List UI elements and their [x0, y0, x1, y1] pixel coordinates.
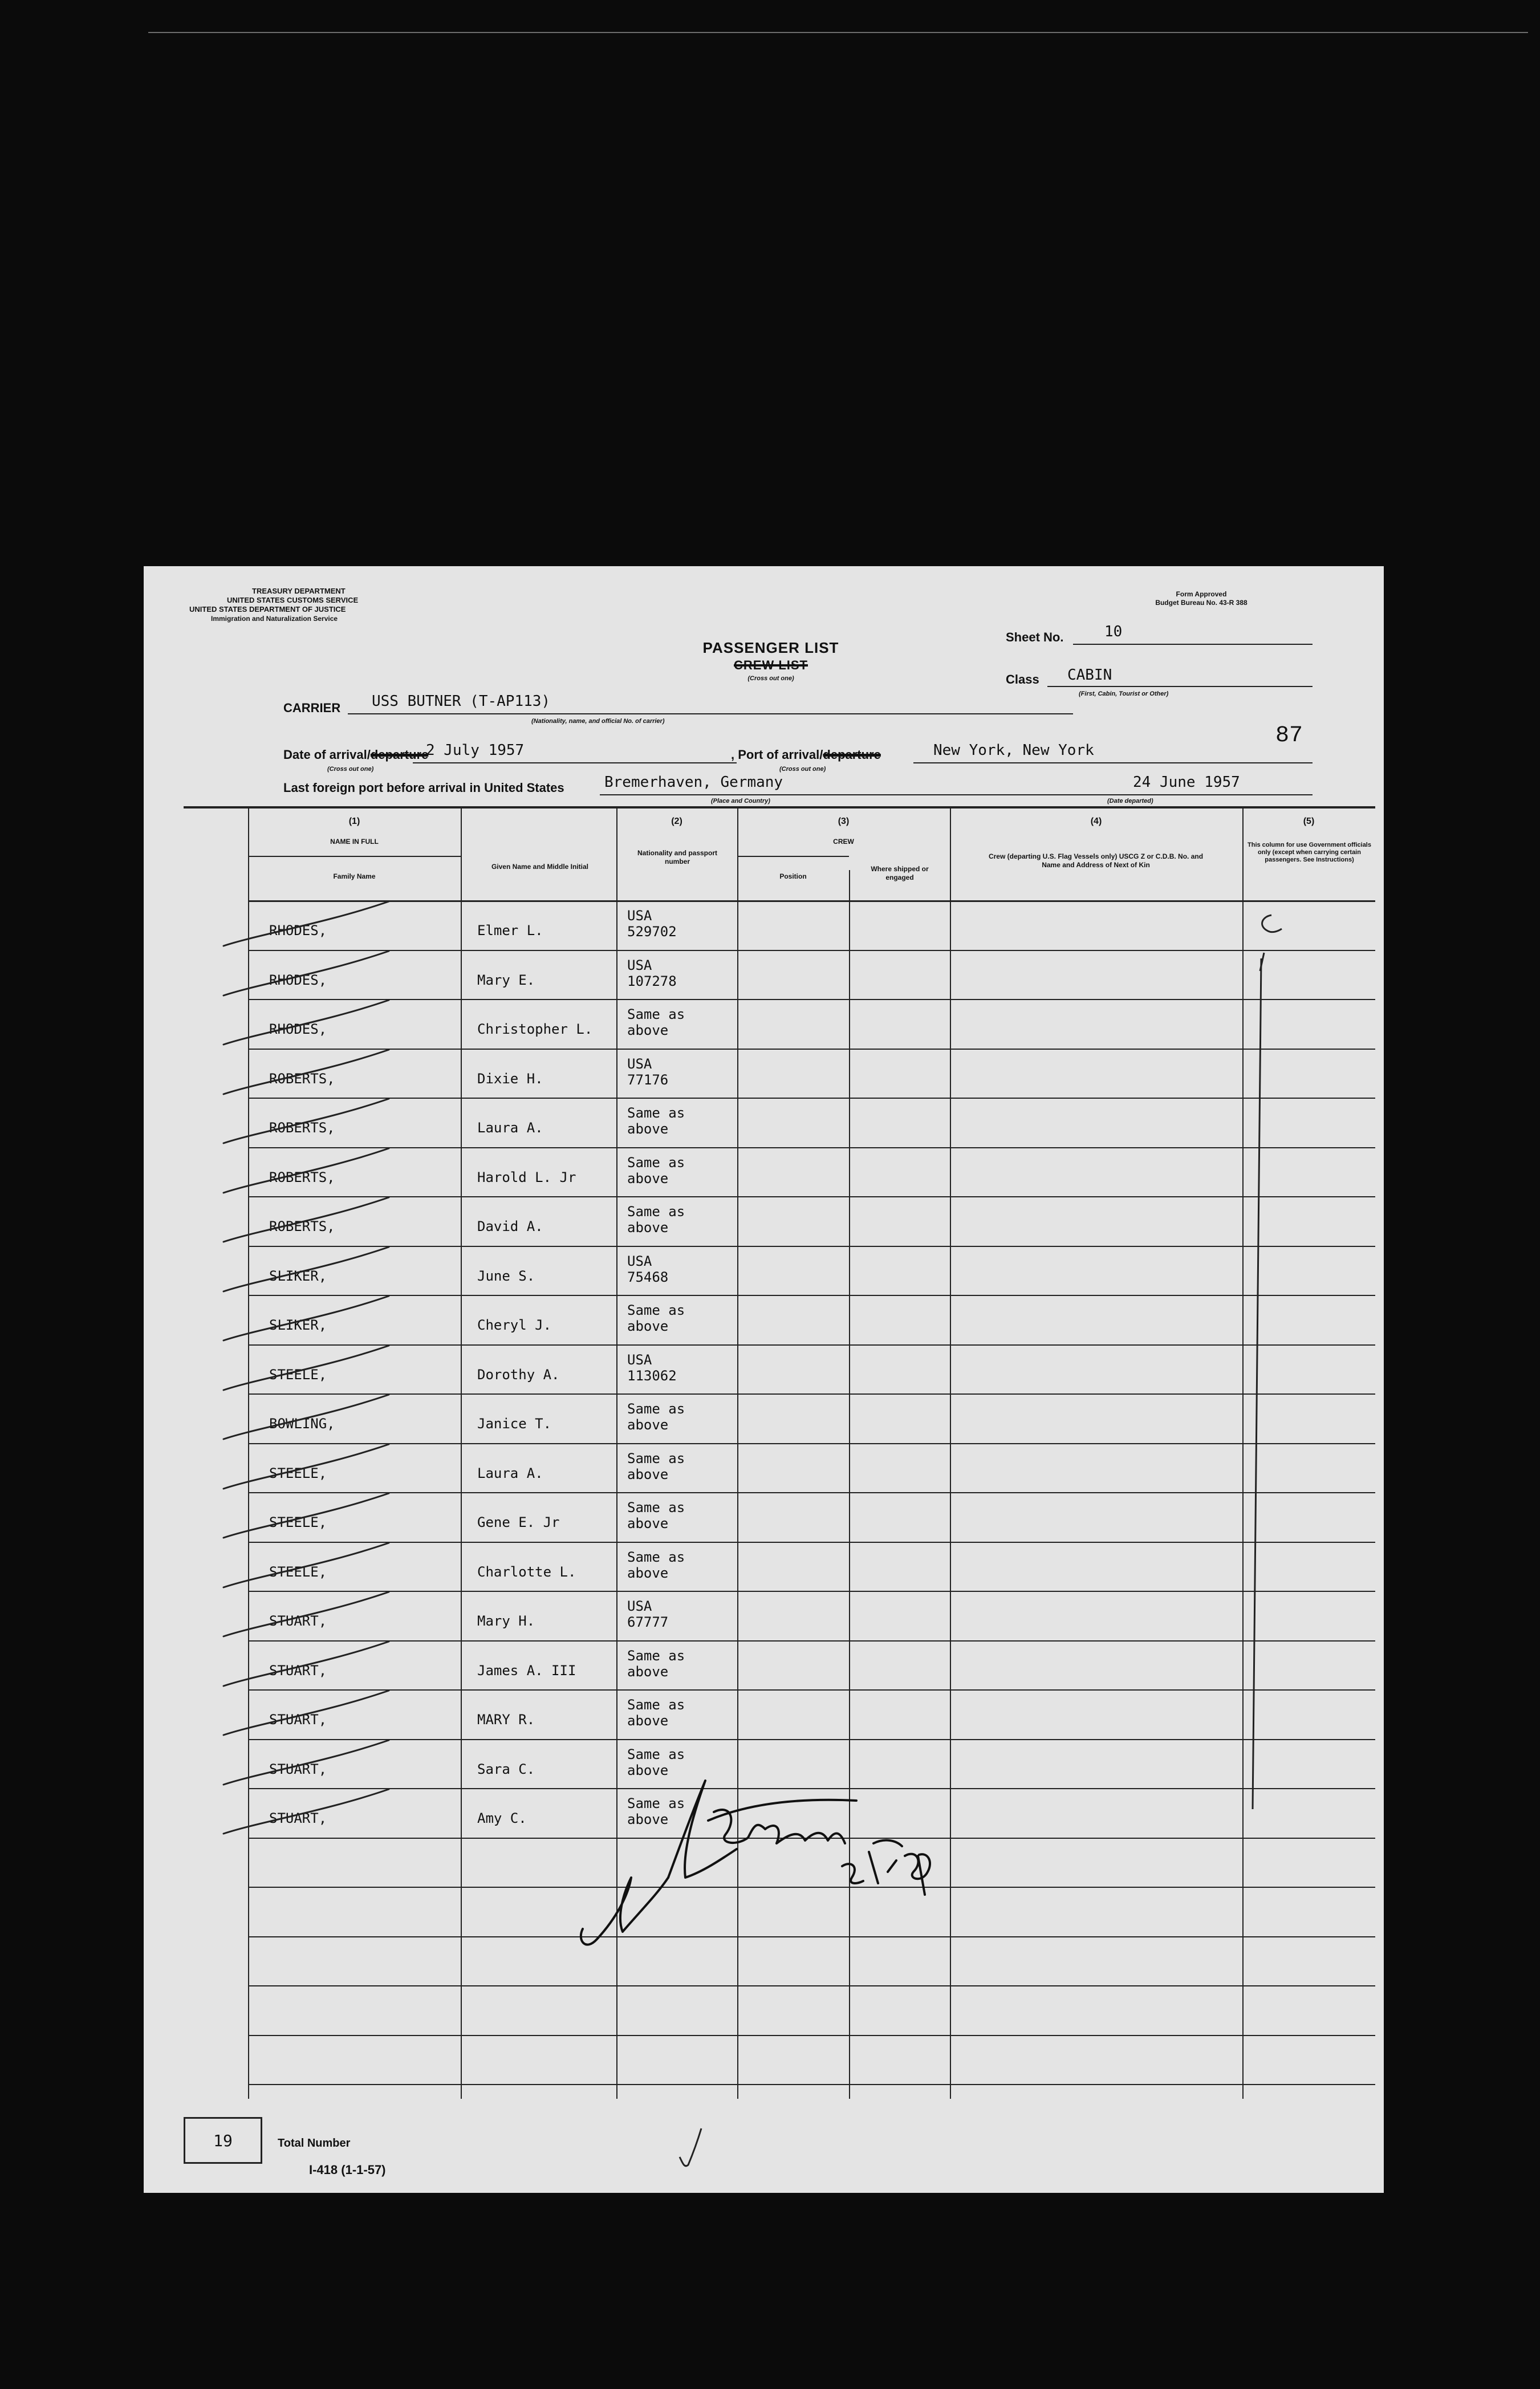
- given-name-cell: Amy C.: [477, 1810, 527, 1826]
- given-name-cell: Charlotte L.: [477, 1564, 576, 1580]
- date-of-arrival: 2 July 1957: [426, 742, 525, 759]
- col1-title: NAME IN FULL: [330, 838, 379, 846]
- port-label: [731, 747, 881, 762]
- nationality-line-2: 529702: [627, 924, 677, 940]
- page-number: 87: [1275, 723, 1303, 749]
- form-approved-text: Form Approved: [1176, 590, 1227, 598]
- nationality-line-1: Same as: [627, 1697, 685, 1713]
- nationality-line-2: above: [627, 1811, 669, 1827]
- column-divider-crew: [737, 807, 738, 2099]
- family-name-cell: STUART,: [269, 1761, 327, 1777]
- given-name-cell: Mary E.: [477, 972, 535, 988]
- given-name-cell: Christopher L.: [477, 1021, 593, 1037]
- row-divider: [248, 1689, 1375, 1691]
- col3-number: (3): [838, 816, 850, 826]
- family-name-cell: ROBERTS,: [269, 1169, 335, 1185]
- date-departed-rule: [1102, 794, 1313, 795]
- given-name-cell: Dorothy A.: [477, 1367, 560, 1383]
- family-name-cell: STUART,: [269, 1712, 327, 1728]
- given-name-cell: Gene E. Jr: [477, 1514, 560, 1530]
- col4-title: Crew (departing U.S. Flag Vessels only) USCG Z or C.D.B. No. and Name and Address of Next of Kin: [988, 852, 1204, 869]
- nationality-line-2: 75468: [627, 1269, 669, 1285]
- given-name-cell: Sara C.: [477, 1761, 535, 1777]
- nationality-line-2: above: [627, 1762, 669, 1778]
- date-label-struck: departure: [370, 747, 429, 762]
- row-divider: [248, 1542, 1375, 1543]
- class-label: Class: [1006, 672, 1039, 686]
- class-value: CABIN: [1067, 667, 1112, 684]
- nationality-line-2: 113062: [627, 1368, 677, 1384]
- row-divider: [248, 1887, 1375, 1888]
- given-name-cell: June S.: [477, 1268, 535, 1284]
- row-divider: [248, 1640, 1375, 1642]
- row-divider: [248, 1295, 1375, 1296]
- nationality-line-1: Same as: [627, 1549, 685, 1565]
- footer-checkmark: [680, 2128, 701, 2166]
- nationality-line-1: Same as: [627, 1204, 685, 1220]
- nationality-line-1: Same as: [627, 1500, 685, 1516]
- given-name-cell: MARY R.: [477, 1712, 535, 1728]
- given-name-cell: Janice T.: [477, 1416, 552, 1432]
- column-divider-given: [461, 807, 462, 2099]
- nationality-line-2: above: [627, 1022, 669, 1038]
- row-divider: [248, 1049, 1375, 1050]
- row-divider: [248, 1936, 1375, 1937]
- col1-given-header: Given Name and Middle Initial: [491, 863, 589, 871]
- family-name-cell: ROBERTS,: [269, 1218, 335, 1234]
- nationality-line-1: USA: [627, 1253, 652, 1269]
- family-name-cell: ROBERTS,: [269, 1071, 335, 1087]
- family-name-cell: STEELE,: [269, 1367, 327, 1383]
- nationality-line-2: above: [627, 1516, 669, 1531]
- column-divider-nationality: [616, 807, 617, 2099]
- given-name-cell: David A.: [477, 1218, 543, 1234]
- col3-position-header: Position: [779, 872, 807, 880]
- row-divider: [248, 1443, 1375, 1444]
- agency-line-4: Immigration and Naturalization Service: [211, 615, 338, 623]
- row-divider: [248, 1985, 1375, 1986]
- family-name-cell: STEELE,: [269, 1465, 327, 1481]
- carrier-label: CARRIER: [283, 701, 341, 715]
- date-label-text: Date of arrival/: [283, 747, 371, 762]
- column5-vertical-line: [1253, 958, 1261, 1809]
- row-divider: [248, 1788, 1375, 1789]
- nationality-line-1: Same as: [627, 1451, 685, 1466]
- port-rule: [913, 762, 1313, 763]
- nationality-line-2: 77176: [627, 1072, 669, 1088]
- carrier-rule: [348, 713, 1073, 714]
- row-divider: [248, 1739, 1375, 1740]
- header-split-names: [248, 856, 461, 857]
- row-divider: [248, 2035, 1375, 2036]
- row-divider: [248, 1196, 1375, 1197]
- port-of-arrival: New York, New York: [933, 742, 1094, 759]
- date-departed: 24 June 1957: [1133, 774, 1240, 791]
- crew-list-struck: CREW LIST: [734, 658, 808, 672]
- given-name-cell: Dixie H.: [477, 1071, 543, 1087]
- nationality-line-1: Same as: [627, 1746, 685, 1762]
- class-hint: (First, Cabin, Tourist or Other): [1079, 690, 1169, 697]
- family-name-cell: RHODES,: [269, 923, 327, 938]
- col2-title: Nationality and passport number: [637, 849, 718, 866]
- col2-number: (2): [671, 816, 682, 826]
- title-block: [657, 639, 885, 682]
- nationality-line-1: USA: [627, 908, 652, 924]
- scan-border-line: [148, 32, 1528, 33]
- given-name-cell: Harold L. Jr: [477, 1169, 576, 1185]
- agency-line-3: UNITED STATES DEPARTMENT OF JUSTICE: [189, 605, 346, 613]
- given-name-cell: Elmer L.: [477, 923, 543, 938]
- carrier-value: USS BUTNER (T-AP113): [372, 693, 551, 710]
- family-name-cell: STUART,: [269, 1613, 327, 1629]
- column-divider-next-of-kin: [950, 807, 951, 2099]
- family-name-cell: STUART,: [269, 1810, 327, 1826]
- col3-title: CREW: [833, 838, 854, 846]
- col5-title: This column for use Government officials only (except when carrying certain passengers. See Instructions): [1248, 842, 1371, 863]
- sheet-label: Sheet No.: [1006, 630, 1064, 644]
- nationality-line-2: above: [627, 1466, 669, 1482]
- nationality-line-1: Same as: [627, 1105, 685, 1121]
- given-name-cell: Cheryl J.: [477, 1317, 552, 1333]
- row-divider: [248, 2084, 1375, 2085]
- agency-line-1: TREASURY DEPARTMENT: [252, 587, 346, 595]
- column5-check-curl: [1262, 915, 1282, 932]
- family-name-cell: STUART,: [269, 1663, 327, 1679]
- agency-header: [189, 587, 474, 623]
- given-name-cell: Mary H.: [477, 1613, 535, 1629]
- nationality-line-2: above: [627, 1220, 669, 1236]
- nationality-line-2: above: [627, 1318, 669, 1334]
- date-departed-hint: (Date departed): [1107, 798, 1153, 805]
- port-cross-hint: (Cross out one): [779, 766, 826, 773]
- nationality-line-2: 107278: [627, 973, 677, 989]
- carrier-hint: (Nationality, name, and official No. of carrier): [531, 718, 665, 725]
- header-bottom-rule: [248, 900, 1375, 902]
- date-cross-hint: (Cross out one): [327, 766, 374, 773]
- last-port-label: Last foreign port before arrival in United States: [283, 781, 564, 795]
- row-divider: [248, 950, 1375, 951]
- row-divider: [248, 1246, 1375, 1247]
- nationality-line-2: above: [627, 1565, 669, 1581]
- form-approved-note: [1107, 590, 1295, 607]
- column-divider-crew-sub: [849, 870, 850, 2099]
- nationality-line-1: USA: [627, 1056, 652, 1072]
- family-name-cell: SLIKER,: [269, 1317, 327, 1333]
- nationality-line-1: USA: [627, 957, 652, 973]
- date-rule: [413, 762, 737, 763]
- sheet-number: 10: [1104, 623, 1123, 640]
- form-number: I-418 (1-1-57): [309, 2163, 386, 2177]
- nationality-line-1: Same as: [627, 1401, 685, 1417]
- row-divider: [248, 1344, 1375, 1346]
- table-top-rule: [184, 806, 1375, 808]
- last-port-hint: (Place and Country): [711, 798, 770, 805]
- col1-family-header: Family Name: [333, 872, 376, 880]
- family-name-cell: RHODES,: [269, 972, 327, 988]
- nationality-line-2: above: [627, 1121, 669, 1137]
- family-name-cell: BOWLING,: [269, 1416, 335, 1432]
- total-number-box: 19: [184, 2117, 262, 2164]
- row-divider: [248, 1492, 1375, 1493]
- nationality-line-2: above: [627, 1417, 669, 1433]
- agency-line-2: UNITED STATES CUSTOMS SERVICE: [227, 596, 359, 604]
- nationality-line-1: USA: [627, 1352, 652, 1368]
- nationality-line-1: USA: [627, 1598, 652, 1614]
- total-number-label: Total Number: [278, 2137, 351, 2150]
- sheet-rule: [1073, 644, 1313, 645]
- family-name-cell: STEELE,: [269, 1514, 327, 1530]
- last-port-rule: [600, 794, 1102, 795]
- table-left-border: [248, 807, 249, 2099]
- class-rule: [1047, 686, 1313, 687]
- title-cross-out-hint: (Cross out one): [747, 675, 794, 682]
- form-title: PASSENGER LIST: [702, 639, 839, 656]
- column5-tick: [1260, 953, 1264, 971]
- nationality-line-1: Same as: [627, 1302, 685, 1318]
- family-name-cell: ROBERTS,: [269, 1120, 335, 1136]
- family-name-cell: SLIKER,: [269, 1268, 327, 1284]
- nationality-line-2: above: [627, 1664, 669, 1680]
- last-foreign-port: Bremerhaven, Germany: [604, 774, 783, 791]
- nationality-line-2: above: [627, 1713, 669, 1729]
- given-name-cell: Laura A.: [477, 1120, 543, 1136]
- passenger-list-form: [144, 566, 1384, 2193]
- port-label-struck: departure: [823, 747, 881, 762]
- nationality-line-1: Same as: [627, 1795, 685, 1811]
- row-divider: [248, 1098, 1375, 1099]
- budget-bureau-text: Budget Bureau No. 43-R 388: [1155, 599, 1248, 607]
- col3-where-header: Where shipped or engaged: [871, 865, 929, 881]
- col1-number: (1): [348, 816, 360, 826]
- nationality-line-1: Same as: [627, 1006, 685, 1022]
- date-label: [283, 747, 428, 762]
- row-divider: [248, 999, 1375, 1000]
- nationality-line-2: 67777: [627, 1614, 669, 1630]
- row-divider: [248, 1393, 1375, 1395]
- header-split-crew: [737, 856, 849, 857]
- row-divider: [248, 1147, 1375, 1148]
- row-divider: [248, 1591, 1375, 1592]
- given-name-cell: Laura A.: [477, 1465, 543, 1481]
- col5-number: (5): [1303, 816, 1315, 826]
- given-name-cell: James A. III: [477, 1663, 576, 1679]
- nationality-line-1: Same as: [627, 1155, 685, 1171]
- nationality-line-1: Same as: [627, 1648, 685, 1664]
- handwritten-marks: [144, 566, 1384, 2193]
- column-divider-officials: [1242, 807, 1244, 2099]
- row-divider: [248, 1838, 1375, 1839]
- family-name-cell: RHODES,: [269, 1021, 327, 1037]
- nationality-line-2: above: [627, 1171, 669, 1187]
- port-label-text: , Port of arrival/: [731, 747, 823, 762]
- family-name-cell: STEELE,: [269, 1564, 327, 1580]
- col4-number: (4): [1090, 816, 1102, 826]
